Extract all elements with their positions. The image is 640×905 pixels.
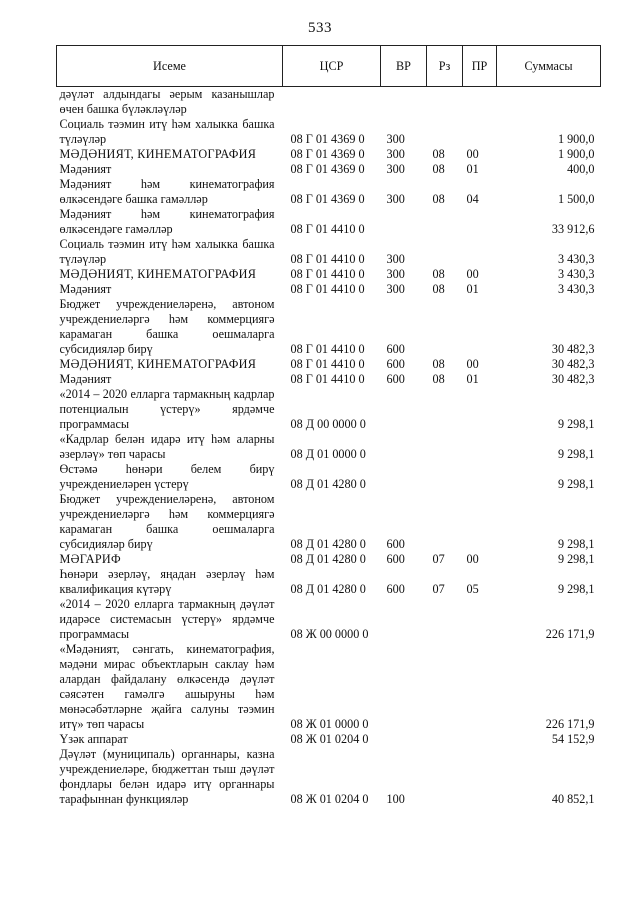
- cell-vr: 300: [386, 162, 405, 176]
- cell-sum: 226 171,9: [545, 627, 595, 641]
- cell-name: МӘГАРИФ: [59, 552, 121, 566]
- cell-rz: [427, 462, 463, 492]
- cell-pr: [463, 207, 497, 237]
- cell-csr: 08 Г 01 4369 0: [290, 192, 365, 206]
- header-sum: Суммасы: [497, 46, 601, 87]
- cell-csr: 08 Д 01 4280 0: [290, 552, 366, 566]
- header-csr: ЦСР: [283, 46, 381, 87]
- table-row: [57, 567, 601, 597]
- cell-name: Бюджет учреждениеләренә, автоном учреждениеләргә һәм коммерциягә карамаган башка оешмаларга субсидияләр бирү: [59, 297, 275, 356]
- cell-csr: [283, 87, 381, 118]
- cell-rz: [427, 432, 463, 462]
- cell-rz: [427, 117, 463, 147]
- cell-pr: [463, 432, 497, 462]
- cell-pr: [463, 597, 497, 642]
- cell-name: «Мәдәният, сәнгать, кинематография, мәдәни мирас объектларын саклау һәм алардан файдалану өлкәсендә дәүләт сәясәтен гамәлгә ашыруны һәм мөнәсәбәтләрне җайга салуны тәэмин итү» төп чарасы: [59, 642, 275, 731]
- table-row: [57, 597, 601, 642]
- cell-csr: 08 Г 01 4369 0: [290, 147, 365, 161]
- cell-rz: 08: [432, 147, 445, 161]
- cell-pr: [463, 492, 497, 552]
- cell-pr: [463, 387, 497, 432]
- cell-vr: [381, 642, 427, 732]
- cell-vr: 600: [386, 537, 405, 551]
- cell-vr: 600: [386, 582, 405, 596]
- cell-rz: 07: [432, 552, 445, 566]
- table-row: [57, 747, 601, 807]
- cell-name: «2014 – 2020 елларга тармакның дәүләт идарәсе системасын үстерү» ярдәмче программасы: [59, 597, 275, 641]
- cell-name: «2014 – 2020 елларга тармакның кадрлар потенциалын үстерү» ярдәмче программасы: [59, 387, 275, 431]
- cell-rz: 08: [432, 282, 445, 296]
- cell-sum: 30 482,3: [551, 357, 595, 371]
- cell-sum: 3 430,3: [557, 252, 595, 266]
- cell-rz: 07: [432, 582, 445, 596]
- cell-vr: [381, 87, 427, 118]
- cell-pr: 00: [466, 552, 479, 566]
- cell-rz: [427, 297, 463, 357]
- cell-rz: 08: [432, 372, 445, 386]
- cell-vr: [381, 207, 427, 237]
- cell-vr: 300: [386, 147, 405, 161]
- cell-name: Үзәк аппарат: [59, 732, 128, 746]
- cell-sum: 1 500,0: [557, 192, 595, 206]
- cell-sum: 9 298,1: [557, 537, 595, 551]
- cell-csr: 08 Д 01 4280 0: [290, 477, 366, 491]
- table-row: [57, 117, 601, 147]
- cell-sum: 1 900,0: [557, 147, 595, 161]
- cell-sum: 3 430,3: [557, 267, 595, 281]
- cell-pr: 00: [466, 357, 479, 371]
- cell-sum: 54 152,9: [551, 732, 595, 746]
- cell-csr: 08 Ж 01 0204 0: [290, 732, 369, 746]
- table-row: [57, 642, 601, 732]
- cell-vr: 300: [386, 267, 405, 281]
- header-row: [57, 46, 601, 87]
- table-row: [57, 147, 601, 162]
- table-row: [57, 297, 601, 357]
- cell-vr: 300: [386, 132, 405, 146]
- cell-rz: [427, 747, 463, 807]
- cell-sum: [497, 87, 601, 118]
- cell-vr: [381, 432, 427, 462]
- cell-rz: [427, 207, 463, 237]
- cell-name: Мәдәният: [59, 372, 112, 386]
- cell-name: Мәдәният: [59, 162, 112, 176]
- cell-name: Бюджет учреждениеләренә, автоном учреждениеләргә һәм коммерциягә карамаган башка оешмаларга субсидияләр бирү: [59, 492, 275, 551]
- cell-sum: 400,0: [567, 162, 595, 176]
- table-row: [57, 552, 601, 567]
- cell-csr: 08 Г 01 4410 0: [290, 222, 365, 236]
- cell-sum: 3 430,3: [557, 282, 595, 296]
- cell-csr: 08 Д 00 0000 0: [290, 417, 366, 431]
- cell-name: МӘДӘНИЯТ, КИНЕМАТОГРАФИЯ: [59, 147, 257, 161]
- cell-rz: [427, 87, 463, 118]
- cell-vr: [381, 387, 427, 432]
- cell-pr: [463, 462, 497, 492]
- cell-rz: [427, 642, 463, 732]
- table-header: [57, 46, 601, 87]
- cell-name: «Кадрлар белән идарә итү һәм аларны әзерләү» төп чарасы: [59, 432, 275, 461]
- cell-pr: 00: [466, 147, 479, 161]
- cell-rz: [427, 492, 463, 552]
- cell-name: Һөнәри әзерләү, яңадан әзерләү һәм квалификация күтәрү: [59, 567, 275, 596]
- cell-vr: 600: [386, 372, 405, 386]
- cell-rz: 08: [432, 192, 445, 206]
- cell-vr: 300: [386, 282, 405, 296]
- cell-sum: 40 852,1: [551, 792, 595, 806]
- cell-pr: [463, 747, 497, 807]
- table-row: [57, 372, 601, 387]
- table-row: [57, 462, 601, 492]
- cell-sum: 30 482,3: [551, 342, 595, 356]
- cell-csr: 08 Д 01 4280 0: [290, 537, 366, 551]
- cell-csr: 08 Г 01 4410 0: [290, 282, 365, 296]
- cell-rz: 08: [432, 357, 445, 371]
- cell-csr: 08 Г 01 4410 0: [290, 342, 365, 356]
- table-row: [57, 267, 601, 282]
- cell-csr: 08 Г 01 4410 0: [290, 357, 365, 371]
- cell-name: Мәдәният һәм кинематография өлкәсендәге башка гамәлләр: [59, 177, 275, 206]
- cell-csr: 08 Г 01 4410 0: [290, 267, 365, 281]
- header-rz: Рз: [427, 46, 463, 87]
- cell-vr: 300: [386, 252, 405, 266]
- cell-pr: 01: [466, 372, 479, 386]
- cell-name: Мәдәният һәм кинематография өлкәсендәге гамәлләр: [59, 207, 275, 236]
- table-row: [57, 177, 601, 207]
- cell-rz: 08: [432, 267, 445, 281]
- cell-vr: [381, 597, 427, 642]
- cell-pr: [463, 237, 497, 267]
- cell-pr: 01: [466, 162, 479, 176]
- cell-pr: 00: [466, 267, 479, 281]
- cell-sum: 226 171,9: [545, 717, 595, 731]
- header-pr: ПР: [463, 46, 497, 87]
- cell-sum: 9 298,1: [557, 552, 595, 566]
- cell-name: Социаль тәэмин итү һәм халыкка башка түләүләр: [59, 117, 275, 146]
- cell-csr: 08 Г 01 4410 0: [290, 372, 365, 386]
- table-row: [57, 357, 601, 372]
- cell-name: дәүләт алдындагы әерым казанышлар өчен башка бүләкләүләр: [59, 87, 275, 116]
- table-row: [57, 387, 601, 432]
- cell-name: МӘДӘНИЯТ, КИНЕМАТОГРАФИЯ: [59, 267, 257, 281]
- budget-table: [56, 45, 601, 807]
- cell-vr: [381, 462, 427, 492]
- cell-vr: 600: [386, 342, 405, 356]
- cell-name: Социаль тәэмин итү һәм халыкка башка түләүләр: [59, 237, 275, 266]
- cell-pr: 01: [466, 282, 479, 296]
- table-body: [57, 87, 601, 808]
- cell-sum: 9 298,1: [557, 477, 595, 491]
- table-row: [57, 732, 601, 747]
- cell-sum: 30 482,3: [551, 372, 595, 386]
- cell-rz: 08: [432, 162, 445, 176]
- cell-pr: [463, 732, 497, 747]
- header-name: Исеме: [57, 46, 283, 87]
- cell-sum: 9 298,1: [557, 582, 595, 596]
- cell-vr: 600: [386, 552, 405, 566]
- cell-vr: 300: [386, 192, 405, 206]
- cell-rz: [427, 237, 463, 267]
- cell-pr: [463, 297, 497, 357]
- cell-sum: 33 912,6: [551, 222, 595, 236]
- cell-csr: 08 Ж 01 0204 0: [290, 792, 369, 806]
- cell-vr: [381, 732, 427, 747]
- table-row: [57, 162, 601, 177]
- page-number: 533: [308, 20, 332, 36]
- cell-pr: [463, 117, 497, 147]
- cell-vr: 100: [386, 792, 405, 806]
- cell-rz: [427, 387, 463, 432]
- cell-csr: 08 Г 01 4410 0: [290, 252, 365, 266]
- cell-rz: [427, 732, 463, 747]
- cell-csr: 08 Г 01 4369 0: [290, 162, 365, 176]
- table-row: [57, 492, 601, 552]
- cell-rz: [427, 597, 463, 642]
- cell-csr: 08 Ж 01 0000 0: [290, 717, 369, 731]
- table-row: [57, 87, 601, 118]
- cell-csr: 08 Ж 00 0000 0: [290, 627, 369, 641]
- table-row: [57, 282, 601, 297]
- cell-name: Мәдәният: [59, 282, 112, 296]
- cell-pr: [463, 87, 497, 118]
- cell-csr: 08 Г 01 4369 0: [290, 132, 365, 146]
- cell-name: Өстәмә һөнәри белем бирү учреждениеләрен үстерү: [59, 462, 275, 491]
- table-row: [57, 237, 601, 267]
- cell-name: Дәүләт (муниципаль) органнары, казна учреждениеләре, бюджеттан тыш дәүләт фондлары белән идарә итү органнары тарафыннан функцияләр: [59, 747, 275, 806]
- cell-name: МӘДӘНИЯТ, КИНЕМАТОГРАФИЯ: [59, 357, 257, 371]
- cell-pr: 04: [466, 192, 479, 206]
- table-row: [57, 432, 601, 462]
- cell-vr: 600: [386, 357, 405, 371]
- cell-sum: 9 298,1: [557, 417, 595, 431]
- table-row: [57, 207, 601, 237]
- cell-csr: 08 Д 01 4280 0: [290, 582, 366, 596]
- budget-table-container: [56, 45, 600, 807]
- header-vr: ВР: [381, 46, 427, 87]
- cell-pr: 05: [466, 582, 479, 596]
- cell-sum: 9 298,1: [557, 447, 595, 461]
- cell-pr: [463, 642, 497, 732]
- cell-csr: 08 Д 01 0000 0: [290, 447, 366, 461]
- cell-sum: 1 900,0: [557, 132, 595, 146]
